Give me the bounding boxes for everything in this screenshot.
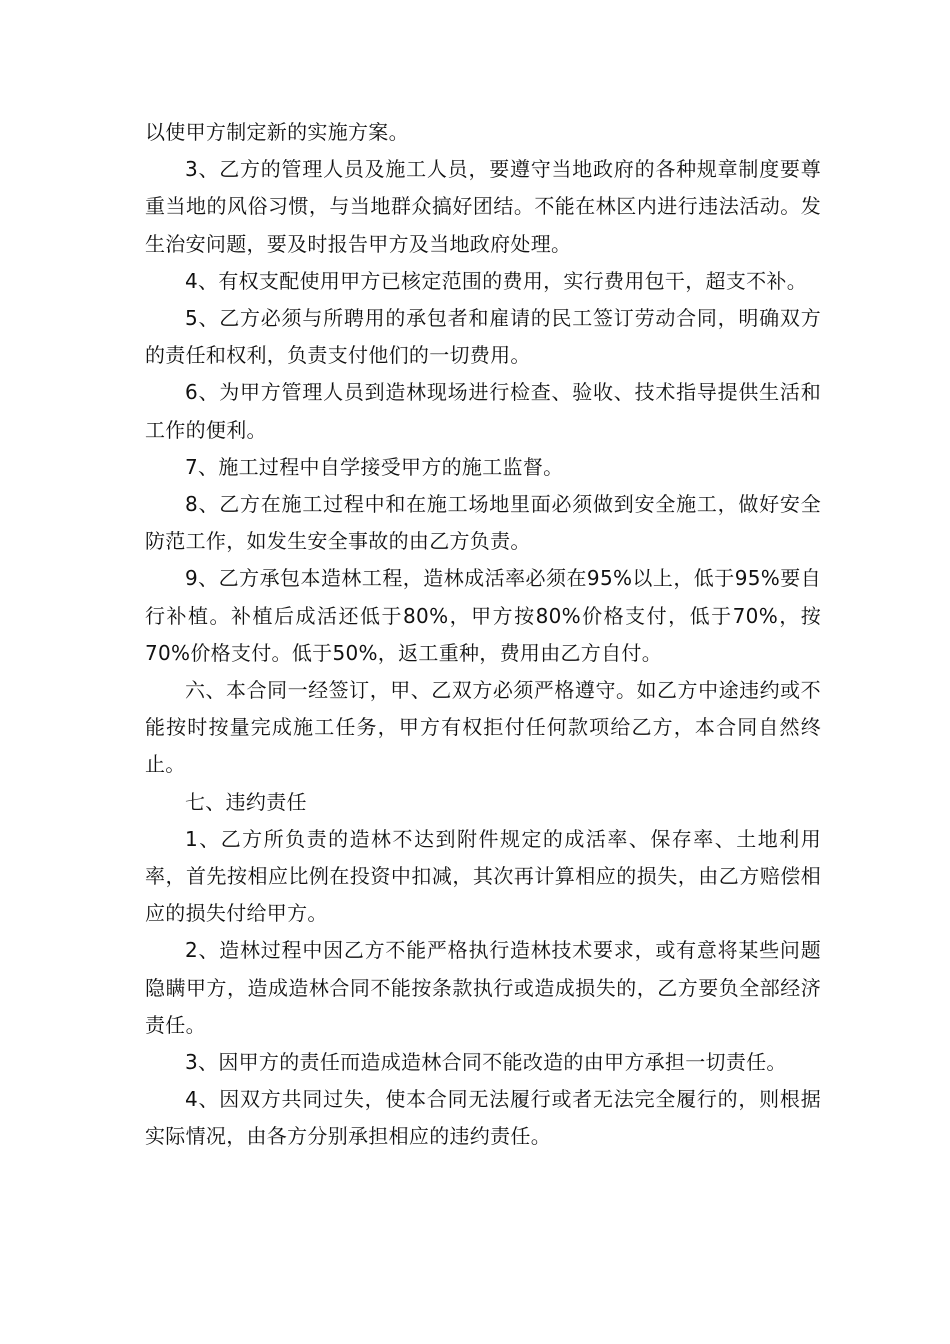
- paragraph: 4、因双方共同过失，使本合同无法履行或者无法完全履行的，则根据实际情况，由各方分别承担相应的违约责任。: [145, 1087, 821, 1149]
- section-heading: 七、违约责任: [185, 789, 307, 814]
- paragraph: 8、乙方在施工过程中和在施工场地里面必须做到安全施工，做好安全防范工作，如发生安全事故的由乙方负责。: [145, 492, 821, 554]
- paragraph: 六、本合同一经签订，甲、乙双方必须严格遵守。如乙方中途违约或不能按时按量完成施工任务，甲方有权拒付任何款项给乙方，本合同自然终止。: [145, 678, 821, 777]
- paragraph: 5、乙方必须与所聘用的承包者和雇请的民工签订劳动合同，明确双方的责任和权利，负责支付他们的一切费用。: [145, 306, 821, 368]
- paragraph: 4、有权支配使用甲方已核定范围的费用，实行费用包干，超支不补。: [185, 268, 808, 293]
- paragraph: 以使甲方制定新的实施方案。: [145, 120, 409, 144]
- document-body: [145, 114, 821, 1156]
- paragraph: 2、造林过程中因乙方不能严格执行造林技术要求，或有意将某些问题隐瞒甲方，造成造林合同不能按条款执行或造成损失的，乙方要负全部经济责任。: [145, 938, 821, 1037]
- paragraph: 1、乙方所负责的造林不达到附件规定的成活率、保存率、土地利用率，首先按相应比例在投资中扣减，其次再计算相应的损失，由乙方赔偿相应的损失付给甲方。: [145, 826, 821, 926]
- paragraph: 6、为甲方管理人员到造林现场进行检查、验收、技术指导提供生活和工作的便利。: [145, 380, 821, 442]
- paragraph: 3、因甲方的责任而造成造林合同不能改造的由甲方承担一切责任。: [185, 1050, 787, 1075]
- paragraph: 3、乙方的管理人员及施工人员，要遵守当地政府的各种规章制度要尊重当地的风俗习惯，与当地群众搞好团结。不能在林区内进行违法活动。发生治安问题，要及时报告甲方及当地政府处理。: [145, 157, 821, 256]
- paragraph: 7、施工过程中自学接受甲方的施工监督。: [185, 454, 564, 479]
- paragraph: 9、乙方承包本造林工程，造林成活率必须在95%以上，低于95%要自行补植。补植后成活还低于80%，甲方按80%价格支付，低于70%，按70%价格支付。低于50%，返工重种，费用由乙方自付。: [145, 566, 821, 665]
